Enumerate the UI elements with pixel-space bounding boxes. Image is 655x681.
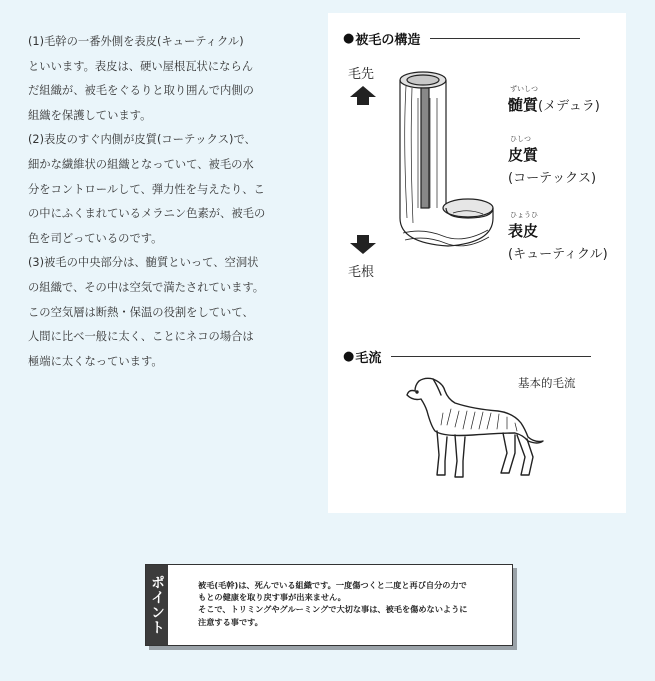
point-box — [145, 564, 513, 646]
hair-tip-label: 毛先 — [348, 67, 375, 82]
intro-paragraph-2: (2)表皮のすぐ内側が皮質(コーテックス)で、 細かな繊維状の組織となっていて、被毛の水 分をコントロールして、弾力性を与えたり、こ の中にふくまれているメラニン色素が、被毛の 色を司どっているのです。 — [28, 133, 266, 245]
point-tab: ポイント — [146, 565, 168, 645]
intro-text — [28, 30, 298, 374]
flow-heading: ● 毛流 — [343, 347, 591, 366]
point-text: 被毛(毛幹)は、死んでいる組織です。一度傷つくと二度と再び自分の力で もとの健康を取り戻す事が出来ません。 そこで、トリミングやグルーミングで大切な事は、被毛を傷めないように 注意する事です。 — [198, 580, 468, 627]
arrow-down-icon — [350, 243, 376, 254]
dog-illustration — [403, 371, 563, 491]
arrow-up-stem — [357, 97, 369, 105]
diagram-panel — [328, 13, 626, 513]
hair-structure-illustration — [393, 68, 503, 278]
flow-heading-rule — [391, 356, 591, 357]
cuticle-callout: ひょうひ 表皮 (キューティクル) — [508, 211, 608, 262]
structure-heading: ● 被毛の構造 — [343, 29, 580, 48]
arrow-down-stem — [357, 235, 369, 243]
cortex-callout: ひしつ 皮質 (コーテックス) — [508, 135, 597, 186]
intro-paragraph-3: (3)被毛の中央部分は、髄質といって、空洞状 の組織で、その中は空気で満たされています。 この空気層は断熱・保温の役割をしていて、 人間に比べ一般に太く、ことにネコの場合は 極端に太くなっています。 — [28, 256, 265, 368]
arrow-up-icon — [350, 86, 376, 97]
flow-caption: 基本的毛流 — [518, 376, 576, 390]
intro-paragraph-1: (1)毛幹の一番外側を表皮(キューティクル) といいます。表皮は、硬い屋根瓦状にならん だ組織が、被毛をぐるりと取り囲んで内側の 組織を保護しています。 — [28, 35, 254, 122]
medulla-callout: ずいしつ 髄質(メデュラ) — [508, 85, 600, 114]
structure-heading-rule — [430, 38, 580, 39]
hair-root-label: 毛根 — [348, 265, 375, 280]
